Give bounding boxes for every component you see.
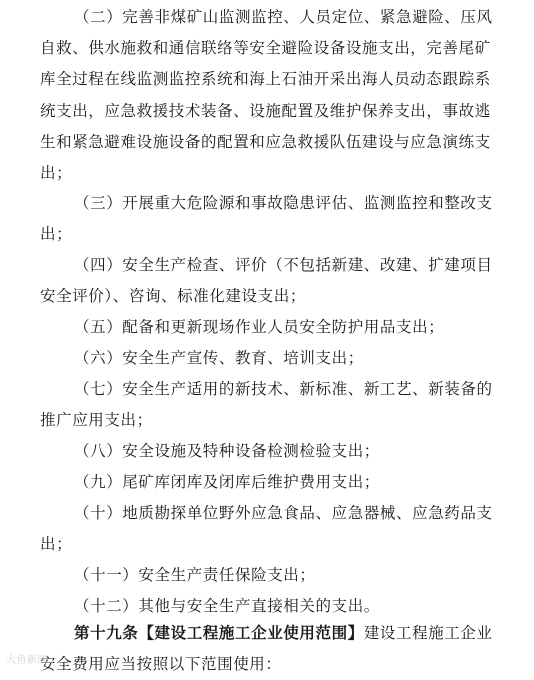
paragraph-text: （十二）其他与安全生产直接相关的支出。 — [74, 597, 380, 615]
paragraph-text: （六）安全生产宣传、教育、培训支出； — [74, 349, 364, 367]
watermark-logo — [6, 651, 48, 666]
paragraph-text: （八）安全设施及特种设备检测检验支出； — [74, 442, 380, 460]
paragraph-item-10 — [40, 498, 502, 560]
paragraph-item-6 — [40, 343, 502, 374]
article-title: 【建设工程施工企业使用范围】 — [138, 624, 364, 642]
paragraph-text: （三）开展重大危险源和事故隐患评估、监测监控和整改支出； — [40, 194, 493, 244]
paragraph-text: （十一）安全生产责任保险支出； — [74, 566, 316, 584]
paragraph-item-4 — [40, 250, 502, 312]
paragraph-item-11 — [40, 560, 502, 591]
paragraph-text: （四）安全生产检查、评价（不包括新建、改建、扩建项目安全评价）、咨询、标准化建设支出； — [40, 256, 493, 306]
paragraph-text: （二）完善非煤矿山监测监控、人员定位、紧急避险、压风自救、供水施救和通信联络等安全避险设备设施支出，完善尾矿库全过程在线监测监控系统和海上石油开采出海人员动态跟踪系统支出，应急救援技术装备、设施配置及维护保养支出，事故逃生和紧急避难设施设备的配置和应急救援队伍建设与应急演练支出； — [40, 8, 493, 183]
paragraph-text: （九）尾矿库闭库及闭库后维护费用支出； — [74, 473, 380, 491]
article-body: 建设工程施工企业安全费用应当按照以下范围使用： — [40, 624, 493, 674]
paragraph-text: （十）地质勘探单位野外应急食品、应急器械、应急药品支出； — [40, 504, 493, 554]
paragraph-item-3 — [40, 188, 502, 250]
paragraph-item-2 — [40, 2, 502, 189]
watermark-text: 大鱼新闻 — [6, 655, 48, 666]
paragraph-text: （七）安全生产适用的新技术、新标准、新工艺、新装备的推广应用支出； — [40, 380, 493, 430]
paragraph-item-9 — [40, 467, 502, 498]
paragraph-item-7 — [40, 374, 502, 436]
paragraph-item-8 — [40, 436, 502, 467]
paragraph-text: （五）配备和更新现场作业人员安全防护用品支出； — [74, 318, 445, 336]
paragraph-item-5 — [40, 312, 502, 343]
article-paragraph — [40, 618, 502, 680]
article-heading: 第十九条 — [74, 624, 139, 642]
